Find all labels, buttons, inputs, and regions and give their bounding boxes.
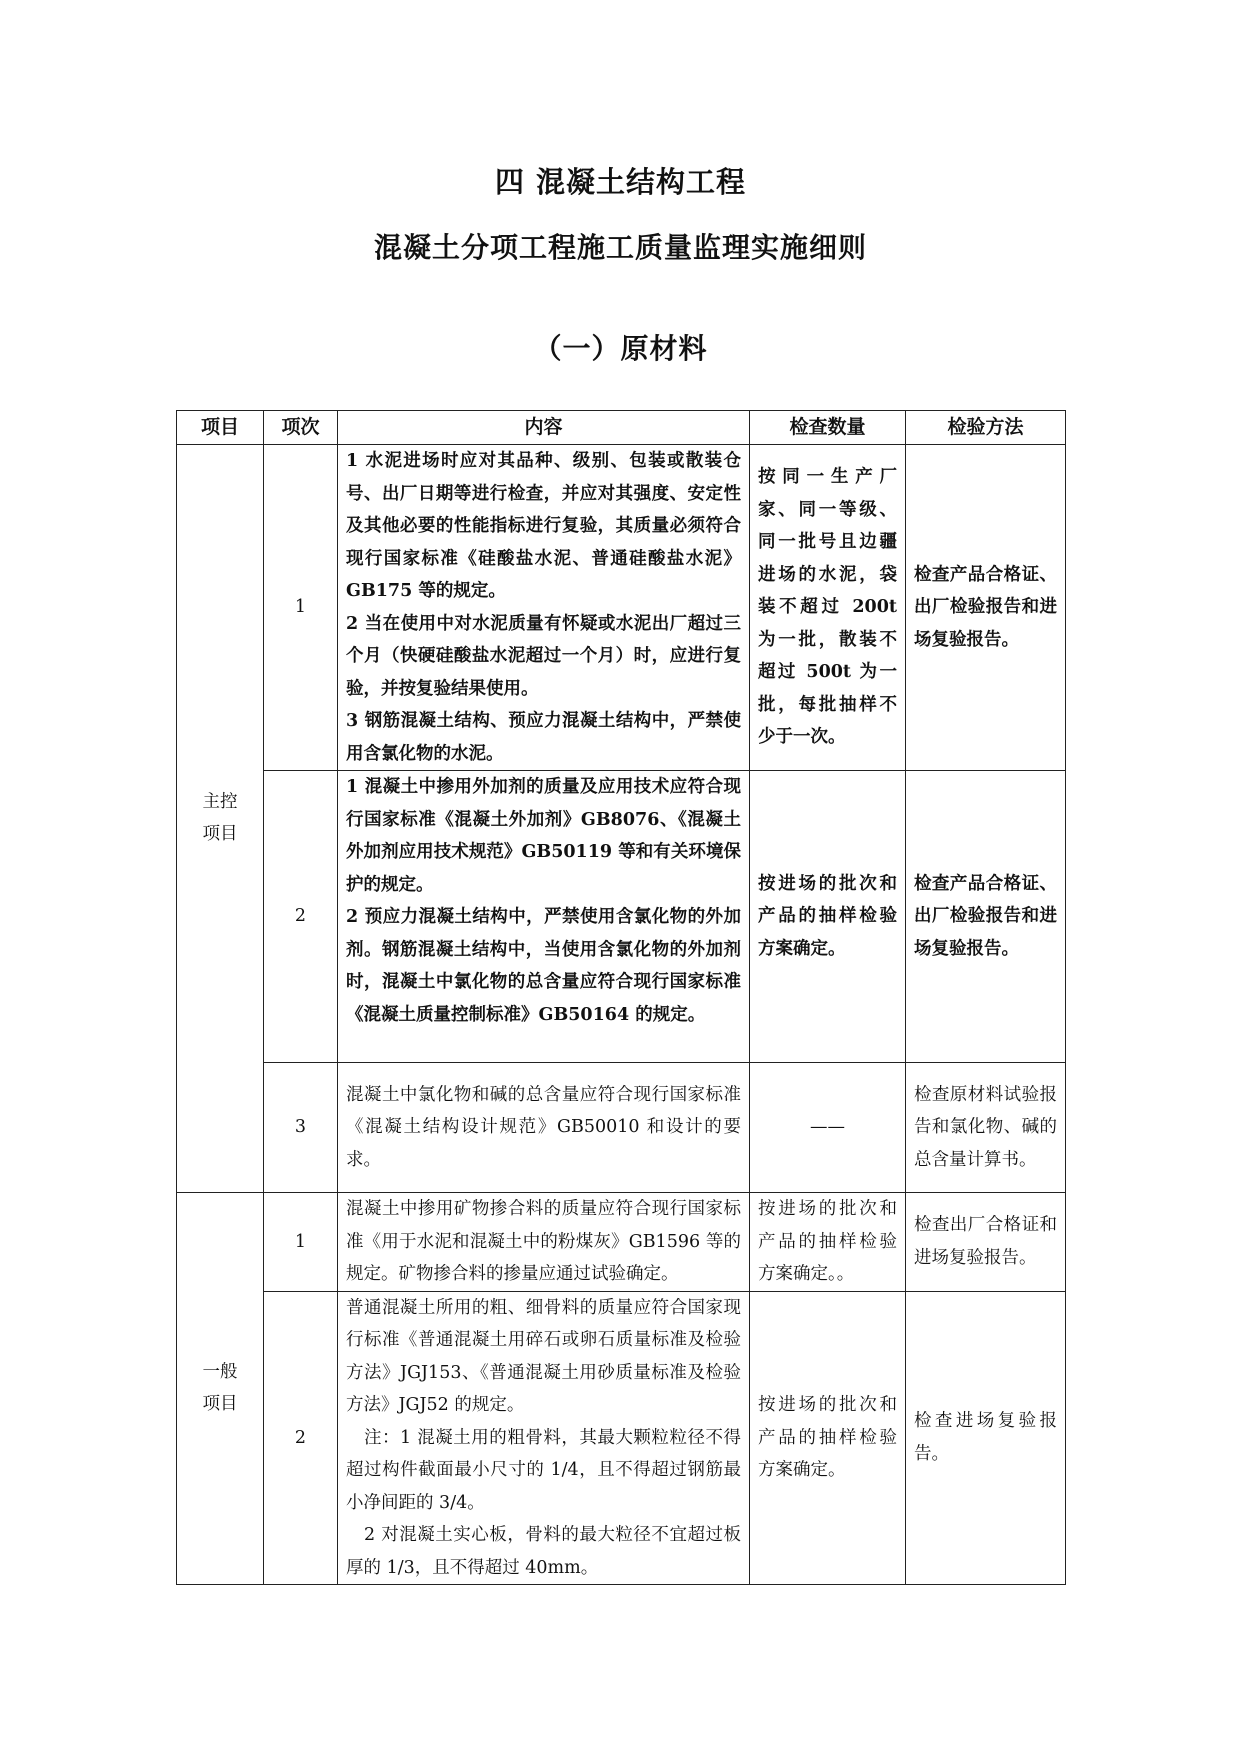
method-text: 检查进场复验报告。 xyxy=(914,1411,1057,1464)
item-content xyxy=(338,1063,750,1193)
content-paragraph: 1 混凝土中掺用外加剂的质量及应用技术应符合现行国家标准《混凝土外加剂》GB8076、《混凝土外加剂应用技术规范》GB50119 等和有关环境保护的规定。 xyxy=(346,777,741,895)
item-method xyxy=(906,1291,1066,1585)
item-no: 1 xyxy=(264,1193,338,1292)
category-label: 一般 项目 xyxy=(202,1362,238,1415)
content-paragraph: 1 水泥进场时应对其品种、级别、包装或散装仓号、出厂日期等进行检查，并应对其强度、安定性及其他必要的性能指标进行复验，其质量必须符合现行国家标准《硅酸盐水泥、普通硅酸盐水泥》GB175 等的规定。 xyxy=(346,451,741,601)
item-method xyxy=(906,445,1066,771)
header-quantity: 检查数量 xyxy=(750,411,906,445)
item-method xyxy=(906,771,1066,1063)
header-item-no: 项次 xyxy=(264,411,338,445)
item-quantity xyxy=(750,445,906,771)
item-no: 2 xyxy=(264,1291,338,1585)
item-quantity xyxy=(750,1193,906,1292)
table-row xyxy=(177,1291,1066,1585)
quantity-text: 按进场的批次和产品的抽样检验方案确定。 xyxy=(758,1395,897,1480)
method-text: 检查产品合格证、出厂检验报告和进场复验报告。 xyxy=(914,564,1057,650)
method-text: 检查出厂合格证和进场复验报告。 xyxy=(914,1215,1057,1268)
content-note: 注：1 混凝土用的粗骨料，其最大颗粒粒径不得超过构件截面最小尺寸的 1/4，且不得超过钢筋最小净间距的 3/4。 xyxy=(346,1427,741,1513)
category-main-control xyxy=(177,445,264,1193)
item-quantity xyxy=(750,771,906,1063)
section-title: （一）原材料 xyxy=(533,332,708,365)
method-text: 检查产品合格证、出厂检验报告和进场复验报告。 xyxy=(914,873,1057,959)
table-header-row xyxy=(177,411,1066,445)
category-label: 主控 项目 xyxy=(202,792,238,845)
quantity-text: 按同一生产厂家、同一等级、同一批号且边疆进场的水泥，袋装不超过 200t 为一批，散装不超过 500t 为一批，每批抽样不少于一次。 xyxy=(758,467,897,748)
content-paragraph: 2 预应力混凝土结构中，严禁使用含氯化物的外加剂。钢筋混凝土结构中，当使用含氯化物的外加剂时，混凝土中氯化物的总含量应符合现行国家标准《混凝土质量控制标准》GB50164 的规定。 xyxy=(346,907,741,1025)
content-paragraph: 2 当在使用中对水泥质量有怀疑或水泥出厂超过三个月（快硬硅酸盐水泥超过一个月）时，应进行复验，并按复验结果使用。 xyxy=(346,613,741,699)
content-note: 2 对混凝土实心板，骨料的最大粒径不宜超过板厚的 1/3，且不得超过 40mm。 xyxy=(346,1525,741,1578)
item-no: 3 xyxy=(264,1063,338,1193)
quantity-text: 按进场的批次和产品的抽样检验方案确定。 xyxy=(758,873,897,959)
item-no: 2 xyxy=(264,771,338,1063)
table-row xyxy=(177,771,1066,1063)
chapter-title: 四 混凝土结构工程 xyxy=(494,165,747,199)
item-quantity: —— xyxy=(750,1063,906,1193)
header-method: 检验方法 xyxy=(906,411,1066,445)
quantity-text: 按进场的批次和产品的抽样检验方案确定。。 xyxy=(758,1199,897,1284)
item-content xyxy=(338,445,750,771)
inspection-table xyxy=(176,410,1066,1585)
category-general xyxy=(177,1193,264,1585)
table-row xyxy=(177,1193,1066,1292)
content-paragraph: 普通混凝土所用的粗、细骨料的质量应符合国家现行标准《普通混凝土用碎石或卵石质量标准及检验方法》JGJ153、《普通混凝土用砂质量标准及检验方法》JGJ52 的规定。 xyxy=(346,1297,741,1415)
method-text: 检查原材料试验报告和氯化物、碱的总含量计算书。 xyxy=(914,1084,1057,1170)
table-row xyxy=(177,445,1066,771)
content-paragraph: 3 钢筋混凝土结构、预应力混凝土结构中，严禁使用含氯化物的水泥。 xyxy=(346,711,741,764)
item-content xyxy=(338,1291,750,1585)
table-row xyxy=(177,1063,1066,1193)
item-no: 1 xyxy=(264,445,338,771)
item-quantity xyxy=(750,1291,906,1585)
content-paragraph: 混凝土中氯化物和碱的总含量应符合现行国家标准《混凝土结构设计规范》GB50010 和设计的要求。 xyxy=(346,1084,741,1170)
item-content xyxy=(338,771,750,1063)
content-paragraph: 混凝土中掺用矿物掺合料的质量应符合现行国家标准《用于水泥和混凝土中的粉煤灰》GB1596 等的规定。矿物掺合料的掺量应通过试验确定。 xyxy=(346,1199,741,1284)
header-category: 项目 xyxy=(177,411,264,445)
header-content: 内容 xyxy=(338,411,750,445)
item-method xyxy=(906,1063,1066,1193)
document-subtitle: 混凝土分项工程施工质量监理实施细则 xyxy=(373,231,867,264)
item-method xyxy=(906,1193,1066,1292)
item-content xyxy=(338,1193,750,1292)
